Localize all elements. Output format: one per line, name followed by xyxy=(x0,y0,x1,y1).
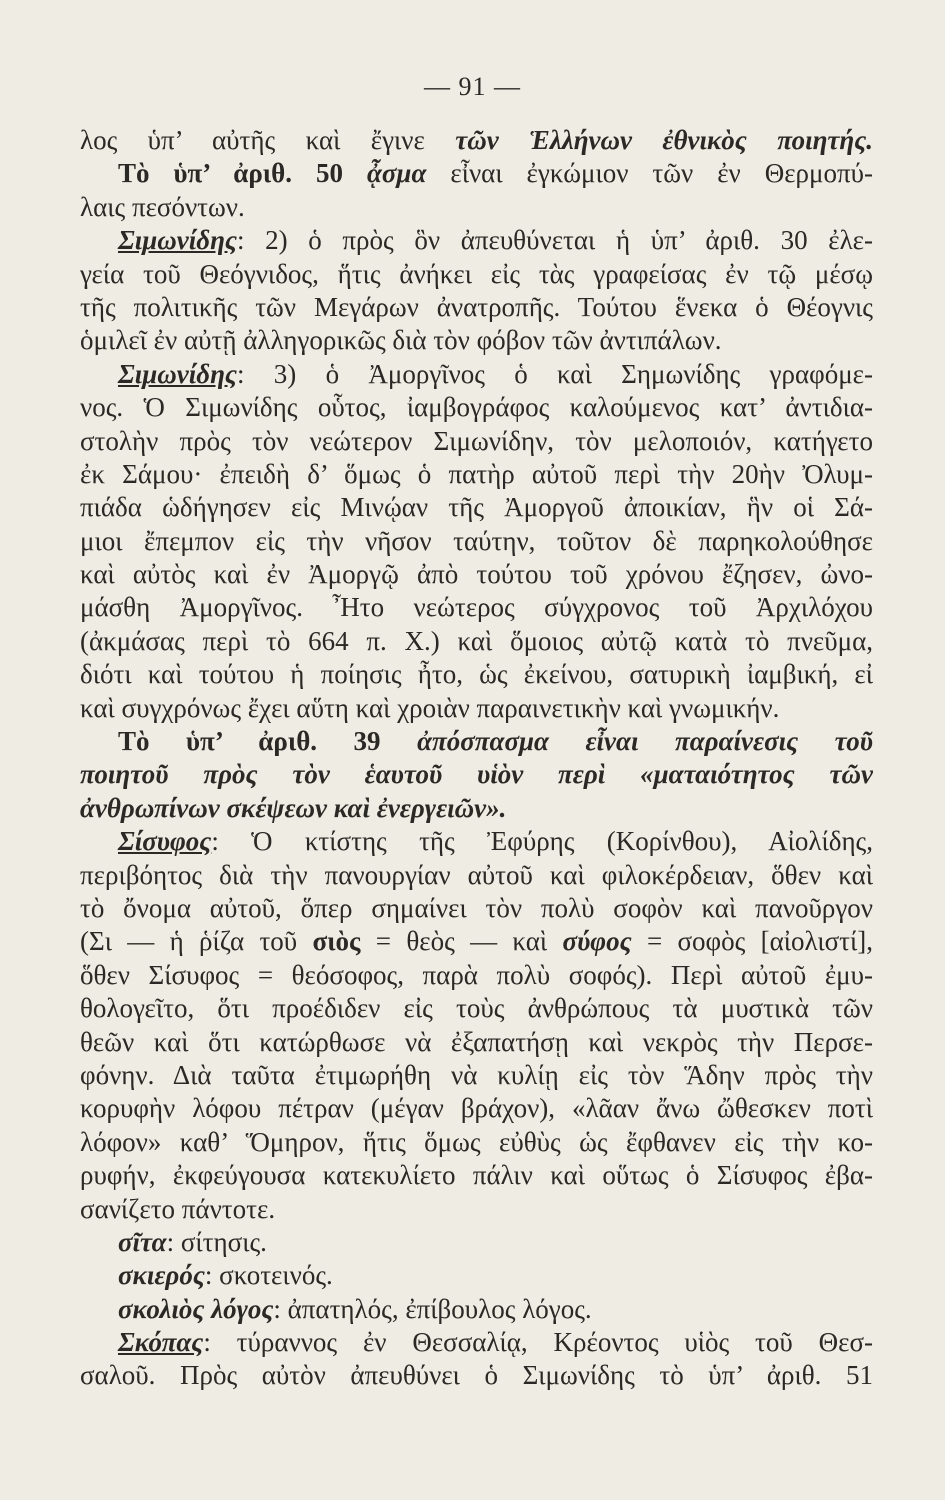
term-skolios-logos: σκολιὸς λόγος xyxy=(118,1293,274,1324)
text-line: (ἀκμάσας περὶ τὸ 664 π. Χ.) καὶ ὅμοιος αὐτῷ κατὰ τὸ πνεῦμα, xyxy=(80,625,873,656)
term-simonides: Σιμωνίδης xyxy=(118,358,237,389)
text-line: ρυφήν, ἐκφεύγουσα κατεκυλίετο πάλιν καὶ οὕτως ὁ Σίσυφος ἐβα- xyxy=(80,1160,873,1191)
text-line: Σιμωνίδης: 3) ὁ Ἀμοργῖνος ὁ καὶ Σημωνίδης γραφόμε- xyxy=(118,358,873,389)
text-line: νος. Ὁ Σιμωνίδης οὗτος, ἰαμβογράφος καλούμενος κατ’ ἀντιδια- xyxy=(80,392,873,423)
text-line: καὶ συγχρόνως ἔχει αὕτη καὶ χροιὰν παραινετικὴν καὶ γνωμικήν. xyxy=(80,692,780,723)
text-line: θεῶν καὶ ὅτι κατώρθωσε νὰ ἐξαπατήσῃ καὶ νεκρὸς τὴν Περσε- xyxy=(80,1026,873,1057)
text-line: σῖτα: σίτησις. xyxy=(118,1226,267,1257)
text-line: κορυφὴν λόφου πέτραν (μέγαν βράχον), «λᾶαν ἄνω ὤθεσκεν ποτὶ xyxy=(80,1093,873,1124)
text-line: (Σι — ἡ ῥίζα τοῦ σιὸς = θεὸς — καὶ σύφος = σοφὸς [αἰολιστί], xyxy=(80,926,873,957)
text-line: Σκόπας: τύραννος ἐν Θεσσαλίᾳ, Κρέοντος υἱὸς τοῦ Θεσ- xyxy=(118,1327,873,1358)
text-line: λόφον» καθ’ Ὅμηρον, ἥτις ὅμως εὐθὺς ὡς ἔφθανεν εἰς τὴν κο- xyxy=(80,1126,873,1157)
text-line: σαλοῦ. Πρὸς αὐτὸν ἀπευθύνει ὁ Σιμωνίδης τὸ ὑπ’ ἀριθ. 51 xyxy=(80,1360,873,1391)
text-line: ὁμιλεῖ ἐν αὐτῇ ἀλληγορικῶς διὰ τὸν φόβον τῶν ἀντιπάλων. xyxy=(80,325,722,356)
text-line: Σιμωνίδης: 2) ὁ πρὸς ὃν ἀπευθύνεται ἡ ὑπ’ ἀριθ. 30 ἐλε- xyxy=(118,225,873,256)
term-skopas: Σκόπας xyxy=(118,1327,204,1358)
text-line: λος ὑπ’ αὐτῆς καὶ ἔγινε τῶν Ἑλλήνων ἐθνικὸς ποιητής. xyxy=(80,125,873,155)
text-line: ποιητοῦ πρὸς τὸν ἑαυτοῦ υἱὸν περὶ «ματαιότητος τῶν xyxy=(80,759,873,790)
text-line: γεία τοῦ Θεόγνιδος, ἥτις ἀνήκει εἰς τὰς γραφείσας ἐν τῷ μέσῳ xyxy=(80,258,873,289)
term-skieros: σκιερός xyxy=(118,1260,205,1291)
term-simonides: Σιμωνίδης xyxy=(118,225,237,256)
text-line: Σίσυφος: Ὁ κτίστης τῆς Ἐφύρης (Κορίνθου), Αἰολίδης, xyxy=(118,826,873,857)
term-sisyphus: Σίσυφος xyxy=(118,826,212,857)
text-line: θολογεῖτο, ὅτι προέδιδεν εἰς τοὺς ἀνθρώπους τὰ μυστικὰ τῶν xyxy=(80,993,873,1024)
text-line: σανίζετο πάντοτε. xyxy=(80,1193,276,1224)
text-line: σκολιὸς λόγος: ἀπατηλός, ἐπίβουλος λόγος. xyxy=(118,1293,592,1324)
text-line: περιβόητος διὰ τὴν πανουργίαν αὐτοῦ καὶ φιλοκέρδειαν, ὅθεν καὶ xyxy=(80,859,873,890)
text-line: στολὴν πρὸς τὸν νεώτερον Σιμωνίδην, τὸν μελοποιόν, κατήγετο xyxy=(80,425,873,456)
text-line: τῆς πολιτικῆς τῶν Μεγάρων ἀνατροπῆς. Τούτου ἕνεκα ὁ Θέογνις xyxy=(80,291,873,322)
text-line: τὸ ὄνομα αὐτοῦ, ὅπερ σημαίνει τὸν πολὺ σοφὸν καὶ πανοῦργον xyxy=(80,892,873,923)
text-line: διότι καὶ τούτου ἡ ποίησις ἦτο, ὡς ἐκείνου, σατυρικὴ ἰαμβική, εἰ xyxy=(80,659,873,690)
text-line: ὅθεν Σίσυφος = θεόσοφος, παρὰ πολὺ σοφός). Περὶ αὐτοῦ ἐμυ- xyxy=(80,959,873,990)
text-line: ἀνθρωπίνων σκέψεων καὶ ἐνεργειῶν». xyxy=(80,792,507,823)
text-line: λαις πεσόντων. xyxy=(80,191,245,222)
page-body xyxy=(80,124,873,1393)
text-line: μάσθη Ἀμοργῖνος. Ἦτο νεώτερος σύγχρονος τοῦ Ἀρχιλόχου xyxy=(80,592,873,623)
text-line: Τὸ ὑπ’ ἀριθ. 39 ἀπόσπασμα εἶναι παραίνεσις τοῦ xyxy=(118,726,873,757)
text-line: πιάδα ὡδήγησεν εἰς Μινῴαν τῆς Ἀμοργοῦ ἀποικίαν, ἣν οἱ Σά- xyxy=(80,492,873,523)
text-line: ἐκ Σάμου· ἐπειδὴ δ’ ὅμως ὁ πατὴρ αὐτοῦ περὶ τὴν 20ὴν Ὀλυμ- xyxy=(80,458,873,489)
term-sita: σῖτα xyxy=(118,1226,167,1257)
text-line: σκιερός: σκοτεινός. xyxy=(118,1260,333,1291)
page-number: — 91 — xyxy=(424,72,521,101)
text-line: φόνην. Διὰ ταῦτα ἐτιμωρήθη νὰ κυλίῃ εἰς τὸν Ἅδην πρὸς τὴν xyxy=(80,1059,873,1090)
text-line: μιοι ἔπεμπον εἰς τὴν νῆσον ταύτην, τοῦτον δὲ παρηκολούθησε xyxy=(80,525,873,556)
text-line: Τὸ ὑπ’ ἀριθ. 50 ᾆσμα εἶναι ἐγκώμιον τῶν ἐν Θερμοπύ- xyxy=(118,158,873,189)
text-line: καὶ αὐτὸς καὶ ἐν Ἀμοργῷ ἀπὸ τούτου τοῦ χρόνου ἔζησεν, ὠνο- xyxy=(80,559,873,590)
